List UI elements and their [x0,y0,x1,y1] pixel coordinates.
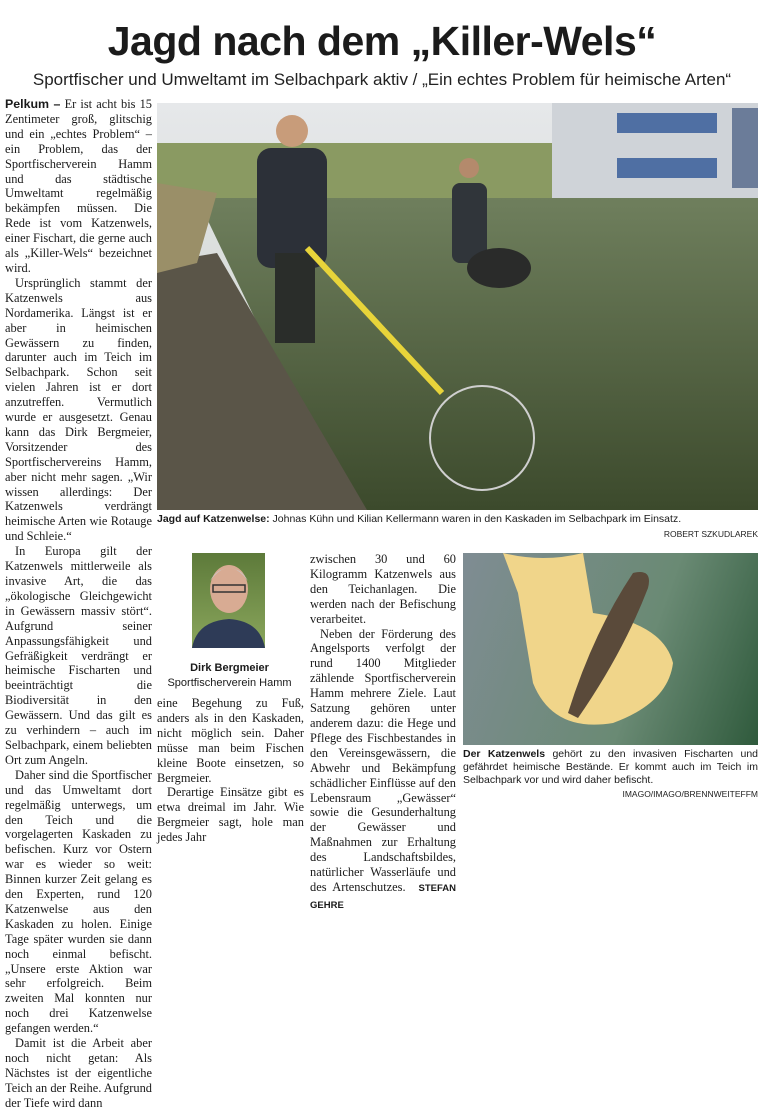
portrait-name: Dirk Bergmeier [190,662,269,674]
paragraph: Derartige Einsätze gibt es etwa dreimal im Jahr. Wie Bergmeier sagt, hole man jedes Jahr [157,785,304,845]
paragraph: Daher sind die Sportfischer und das Umweltamt dort regelmäßig unterwegs, um den Teich und die vorgelagerten Kaskaden zu befischen. Kurz vor Ostern war es wieder so weit: Binnen kurzer Zeit gelang es den Experten, rund 120 Katzenwelse aus den Kaskaden zu holen. Einige Tage später wurden sie dann noch einmal befischt. „Unsere erste Aktion war sehr erfolgreich. Beim zweiten Mal konnten nur noch drei Katzenwelse gefangen werden.“ [5,767,152,1036]
article-column-2 [157,696,304,845]
paragraph: Damit ist die Arbeit aber noch nicht getan: Als Nächstes ist der eigentliche Teich an der Reihe. Aufgrund der Tiefe wird dann [5,1036,152,1110]
main-photo [157,103,758,510]
portrait-photo [192,553,265,648]
paragraph: zwischen 30 und 60 Kilogramm Katzenwels aus den Teichanlagen. Die werden nach der Befischung verarbeitet. [310,552,456,626]
paragraph: eine Begehung zu Fuß, anders als in den Kaskaden, nicht möglich sein. Daher müsse man beim Fischen kleine Boote einsetzen, so Bergmeier. [157,696,304,785]
paragraph: Neben der Förderung des Angelsports verfolgt der rund 1400 Mitglieder zählende Sportfischerverein Hamm mehrere Ziele. Laut Satzung gehören unter anderem dazu: die Hege und Pflege des Fischbestandes in den Vereinsgewässern, die Abwehr und Bekämpfung schädlicher Einflüsse auf den Lebensraum „Gewässer“ sowie die Gesunderhaltung der Gewässer und Maßnahmen zur Erhaltung des Landschaftsbildes, natürlicher Wasserläufe und des Artenschutzes. STEFAN GEHRE [310,626,457,911]
fish-photo-caption: Der Katzenwels gehört zu den invasiven Fischarten und gefährdet heimische Bestände. Er kommt auch im Teich im Selbachpark vor und wird daher befischt. [463,748,758,786]
paragraph: In Europa gilt der Katzenwels mittlerweile als invasive Art, die das „ökologische Gleichgewicht in Gewässern massiv stört“. Aufgrund seiner Anpassungsfähigkeit und Gefräßigkeit verdrängt er heimische Fischarten und beeinträchtigt die Biodiversität in den Gewässern. Und das gilt es zu verhindern – auch im Selbachpark, einem beliebten Ort zum Angeln. [5,544,152,767]
main-photo-credit: ROBERT SZKUDLAREK [663,529,758,539]
paragraph: Pelkum – Er ist acht bis 15 Zentimeter groß, glitschig und ein „echtes Problem“ – ein Problem, das der Sportfischerverein Hamm und das städtische Umweltamt regelmäßig bekämpfen müssen. Die Rede ist vom Katzenwels, einer Fischart, die gerne auch als „Killer-Wels“ bezeichnet wird. [5,97,152,275]
fish-photo [463,553,758,745]
author: STEFAN GEHRE [310,882,457,911]
article-column-3 [310,552,456,914]
dateline: Pelkum – [5,97,61,111]
subheadline: Sportfischer und Umweltamt im Selbachpark aktiv / „Ein echtes Problem für heimische Arten“ [32,70,732,89]
main-photo-caption: Jagd auf Katzenwelse: Johnas Kühn und Kilian Kellermann waren in den Kaskaden im Selbachpark im Einsatz. [157,513,682,525]
paragraph: Ursprünglich stammt der Katzenwels aus Nordamerika. Längst ist er aber in heimischen Gewässern zu finden, darunter auch im Teich im Selbachpark. Schon seit vielen Jahren ist er dort anzutreffen. Vermutlich wurde er ausgesetzt. Genau kann das Dirk Bergmeier, Vorsitzender des Sportfischervereins Hamm, aber nicht mehr sagen. „Wir wissen allerdings: Der Katzenwels verdrängt heimische Arten wie Rotauge und Schleie.“ [5,275,152,544]
headline: Jagd nach dem „Killer-Wels“ [107,18,657,64]
article-column-1 [5,97,152,1111]
portrait-organization: Sportfischerverein Hamm [167,677,292,689]
fish-photo-credit: IMAGO/IMAGO/BRENNWEITEFFM [622,789,758,799]
